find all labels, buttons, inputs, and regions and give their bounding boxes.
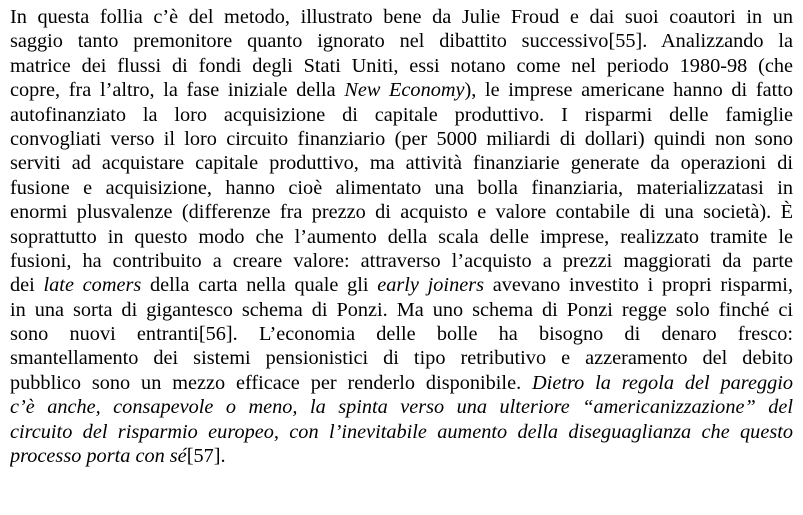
text-segment: autofinanziato la loro acquisizione di capitale produttivo. I risparmi delle famiglie xyxy=(10,103,793,126)
italic-text: circuito del risparmio europeo, con l’inevitabile aumento della diseguaglianza che questo xyxy=(10,420,793,443)
text-segment: pubblico sono un mezzo efficace per renderlo disponibile. xyxy=(10,371,533,394)
footnote-reference-link[interactable]: [55] xyxy=(608,30,643,53)
text-line xyxy=(10,249,793,273)
italic-text: late comers xyxy=(43,274,142,297)
text-segment: copre, fra l’altro, la fase iniziale della xyxy=(10,79,345,102)
text-segment: . L’economia delle bolle ha bisogno di denaro fresco: xyxy=(232,323,793,346)
text-segment: avevano investito i propri risparmi, xyxy=(484,274,793,297)
text-segment: sono nuovi entranti xyxy=(10,323,199,346)
footnote-reference-link[interactable]: [57] xyxy=(186,445,221,468)
text-line xyxy=(10,29,793,53)
text-line xyxy=(10,371,793,395)
text-segment: convogliati verso il loro circuito finanziario (per 5000 miliardi di dollari) quindi non sono xyxy=(10,127,793,150)
text-segment: della carta nella quale gli xyxy=(141,274,378,297)
text-line xyxy=(10,322,793,346)
text-segment: serviti ad acquistare capitale produttivo, ma attività finanziarie generate da operazioni di xyxy=(10,152,793,175)
text-segment: In questa follia c’è del metodo, illustrato bene da Julie Froud e dai suoi coautori in un xyxy=(10,6,793,28)
text-line xyxy=(10,420,793,444)
text-segment: ), le imprese americane hanno di fatto xyxy=(464,79,793,102)
text-line xyxy=(10,103,793,127)
text-segment: fusioni, ha contribuito a creare valore: attraverso l’acquisto a prezzi maggiorati da parte xyxy=(10,249,793,272)
text-segment: smantellamento dei sistemi pensionistici di tipo retributivo e azzeramento del debito xyxy=(10,347,793,370)
text-line xyxy=(10,273,793,297)
italic-text: New Economy xyxy=(344,79,465,102)
text-segment: in una sorta di gigantesco schema di Ponzi. Ma uno schema di Ponzi regge solo finché ci xyxy=(10,298,793,321)
text-line xyxy=(10,444,793,468)
text-line xyxy=(10,151,793,175)
text-segment: dei xyxy=(10,274,44,297)
text-segment: saggio tanto premonitore quanto ignorato nel dibattito successivo xyxy=(10,30,609,53)
italic-text: early joiners xyxy=(377,274,484,297)
text-line xyxy=(10,127,793,151)
text-line xyxy=(10,5,793,29)
text-segment: fusione e acquisizione, hanno cioè alimentato una bolla finanziaria, materializzatasi in xyxy=(10,176,793,199)
body-paragraph xyxy=(10,5,793,468)
text-segment: soprattutto in questo modo che l’aumento della scala delle imprese, realizzato tramite le xyxy=(10,225,793,248)
text-line xyxy=(10,78,793,102)
text-line xyxy=(10,346,793,370)
text-line xyxy=(10,176,793,200)
italic-text: Dietro la regola del pareggio xyxy=(532,371,793,394)
text-line xyxy=(10,225,793,249)
text-line xyxy=(10,200,793,224)
text-line xyxy=(10,298,793,322)
text-line xyxy=(10,395,793,419)
italic-text: c’è anche, consapevole o meno, la spinta verso una ulteriore “americanizzazione” del xyxy=(10,396,793,419)
footnote-reference-link[interactable]: [56] xyxy=(198,323,233,346)
text-segment: . xyxy=(220,445,226,468)
text-line xyxy=(10,54,793,78)
text-segment: . Analizzando la xyxy=(642,30,793,53)
text-segment: matrice dei flussi di fondi degli Stati Uniti, essi notano come nel periodo 1980-98 (che xyxy=(10,54,793,77)
text-segment: enormi plusvalenze (differenze fra prezzo di acquisto e valore contabile di una società). È xyxy=(10,201,793,224)
italic-text: processo porta con sé xyxy=(10,445,187,468)
